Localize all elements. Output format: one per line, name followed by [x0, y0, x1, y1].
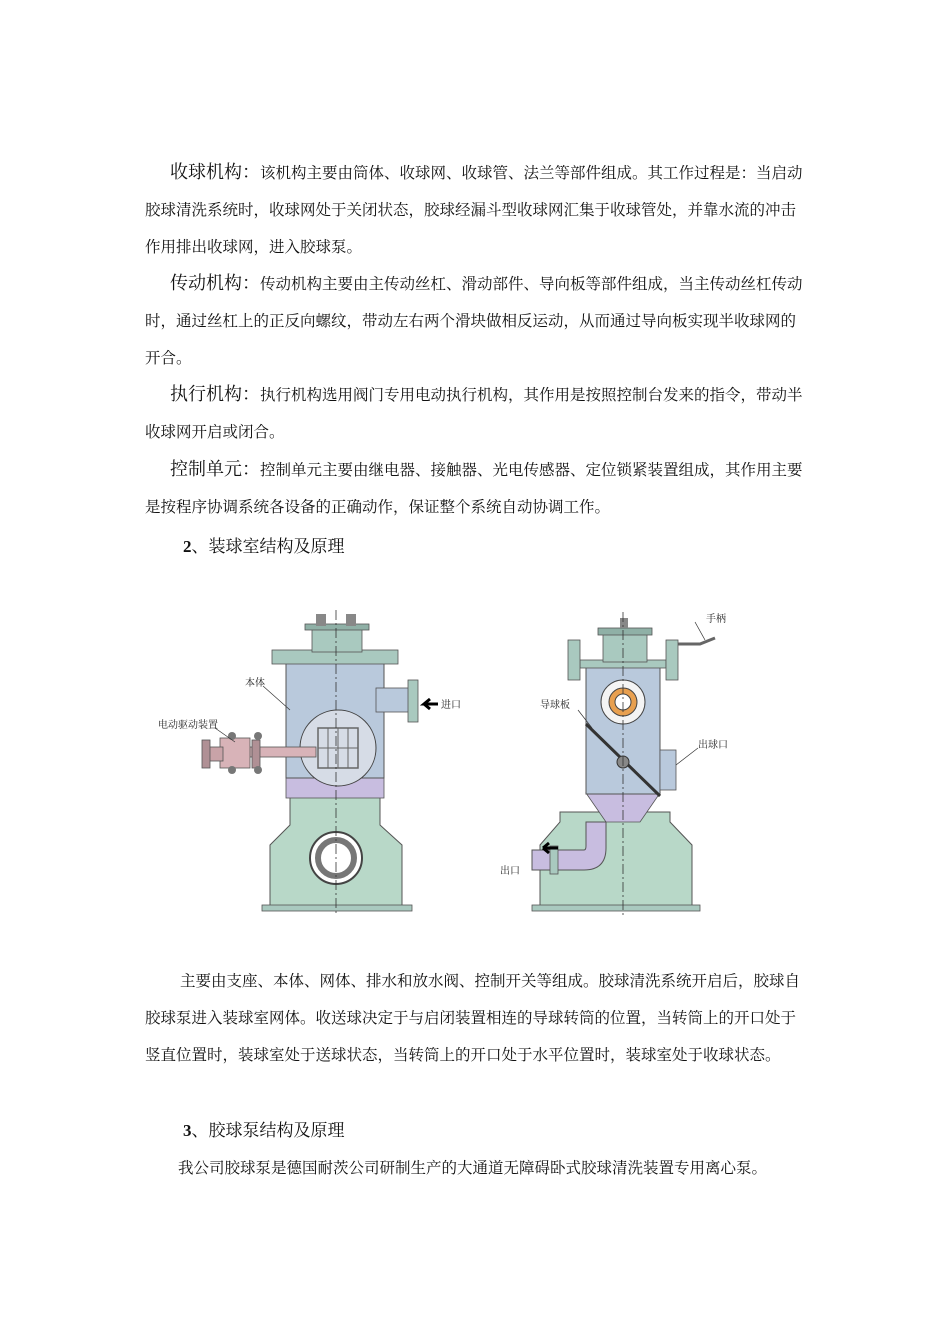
paragraph-text: 我公司胶球泵是德国耐茨公司研制生产的大通道无障碍卧式胶球清洗装置专用离心泵。 — [178, 1159, 768, 1177]
label-outlet: 出口 — [500, 866, 520, 877]
left-chamber-drawing — [158, 610, 461, 915]
paragraph-control-unit — [145, 451, 810, 526]
section-heading-3: 3、胶球泵结构及原理 — [183, 1121, 345, 1141]
lead-term: 控制单元： — [170, 459, 260, 480]
right-chamber-drawing — [500, 612, 728, 915]
ball-chamber-diagram — [140, 600, 780, 930]
paragraph-ball-collector — [145, 154, 810, 266]
label-body: 本体 — [245, 678, 265, 689]
paragraph-chamber-description — [145, 963, 810, 1074]
paragraph-text: 主要由支座、本体、网体、排水和放水阀、控制开关等组成。胶球清洗系统开启后，胶球自胶球泵进入装球室网体。收送球决定于与启闭装置相连的导球转筒的位置，当转筒上的开口处于竖直位置时，装球室处于送球状态，当转筒上的开口处于水平位置时，装球室处于收球状态。 — [145, 972, 801, 1064]
lead-term: 执行机构： — [170, 384, 260, 405]
lead-term: 收球机构： — [170, 162, 260, 183]
paragraph-transmission — [145, 265, 810, 377]
paragraph-text: 执行机构选用阀门专用电动执行机构，其作用是按照控制台发来的指令，带动半收球网开启或闭合。 — [145, 386, 803, 441]
label-guide-plate: 导球板 — [540, 700, 570, 711]
label-handle: 手柄 — [706, 614, 726, 625]
paragraph-text: 传动机构主要由主传动丝杠、滑动部件、导向板等部件组成，当主传动丝杠传动时，通过丝杠上的正反向螺纹，带动左右两个滑块做相反运动，从而通过导向板实现半收球网的开合。 — [145, 275, 803, 367]
label-inlet: 进口 — [441, 700, 461, 711]
label-ball-outlet: 出球口 — [698, 740, 728, 751]
label-drive: 电动驱动装置 — [158, 720, 218, 731]
paragraph-pump-intro — [178, 1150, 828, 1187]
paragraph-text: 控制单元主要由继电器、接触器、光电传感器、定位锁紧装置组成，其作用主要是按程序协调系统各设备的正确动作，保证整个系统自动协调工作。 — [145, 461, 803, 516]
paragraph-text: 该机构主要由筒体、收球网、收球管、法兰等部件组成。其工作过程是：当启动胶球清洗系统时，收球网处于关闭状态，胶球经漏斗型收球网汇集于收球管处，并靠水流的冲击作用排出收球网，进入胶球泵。 — [145, 164, 803, 256]
paragraph-actuator — [145, 376, 810, 451]
section-heading-2: 2、装球室结构及原理 — [183, 537, 345, 557]
lead-term: 传动机构： — [170, 273, 260, 294]
